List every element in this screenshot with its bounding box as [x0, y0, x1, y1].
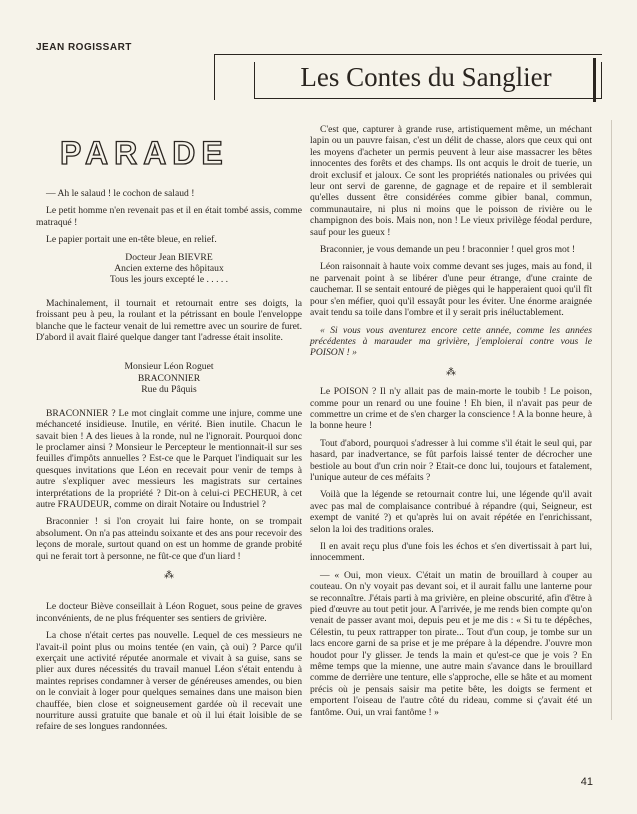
author-name: JEAN ROGISSART — [36, 42, 132, 53]
quoted-threat: « Si vous vous aventurez encore cette année, comme les années précédentes à marauder ma grivière, j'emploierai contre vous le POISON ! » — [310, 324, 592, 359]
paragraph: Braconnier, je vous demande un peu ! braconnier ! quel gros mot ! — [320, 244, 576, 256]
paragraph: Le papier portait une en-tête bleue, en relief. — [46, 234, 217, 246]
paragraph: Braconnier ! si l'on croyait lui faire honte, on se trompait absolument. On n'a pas atteindu soixante et des ans pour recevoir des leçons de morale, surtout quand on est un homme de grande probité qui ne ferait tort à personne, ne fût-ce que d'un liard ! — [36, 516, 302, 562]
paragraph: Le docteur Biève conseillait à Léon Roguet, sous peine de graves inconvénients, de ne plus fréquenter ses sentiers de grivière. — [36, 601, 302, 624]
section-break-ornament: ⁂ — [164, 569, 174, 581]
right-column — [310, 124, 592, 724]
address-line: Rue du Pâquis — [141, 384, 197, 396]
banner-rule-top — [214, 54, 602, 55]
left-column — [36, 188, 302, 739]
series-title: Les Contes du Sanglier — [300, 62, 552, 92]
address-line: BRACONNIER — [137, 372, 201, 384]
paragraph: BRACONNIER ? Le mot cinglait comme une injure, comme une méchanceté insidieuse. Inutile, en vérité. Bien inutile. Chacun le savait bien ! A des lieues à la ronde, nul ne l'ignorait. Pourquoi donc le proclamer ainsi ? Monsieur le Percepteur le mentionnait-il sur ses feuilles d'impôts annuelles ? Est-ce que le Parquet l'indiquait sur les quesques invitations que Léon en recevait pour venir de temps à autre s'expliquer avec messieurs les magistrats sur certaines interprétations de la propriété ? Dit-on à celui-ci PECHEUR, à cet autre FRAUDEUR, comme on dirait Notaire ou Industriel ? — [36, 407, 302, 510]
paragraph: Le petit homme n'en revenait pas et il en était tombé assis, comme matraqué ! — [36, 205, 302, 228]
margin-rule — [611, 120, 612, 720]
letterhead-line: Docteur Jean BIEVRE — [125, 251, 213, 263]
story-title: PARADE — [60, 135, 229, 171]
paragraph: La chose n'était certes pas nouvelle. Lequel de ces messieurs ne l'avait-il point plus ou moins tentée (en vain, çà oui) ? Parce qu'il exerçait une activité réputée anormale et vivait à sa guise, sans se plier aux dures nécessités du travail manuel Léon s'était entendu à maintes reprises condamner à verser de généreuses amendes, ou bien on le conviait à loger pour quelques semaines dans une maison bien chauffée, bien close et soigneusement gardée où il recevait une nourriture aussi gratuite que banale et où il lui était loisible de se refaire de ses longues randonnées. — [36, 630, 302, 733]
paragraph: Léon raisonnait à haute voix comme devant ses juges, mais au fond, il ne parvenait point à se libérer d'une peur étrange, d'une crainte de cauchemar. Il se sentait entouré de pièges qui le happeraient quoi qu'il fît pour s'en méfier, quoi qu'il essayât pour les éviter. Une énorme araignée avait tendu sa toile dans l'ombre et il y serait pris inéluctablement. — [310, 261, 592, 319]
paragraph: Il en avait reçu plus d'une fois les échos et s'en divertissait à part lui, innocemment. — [310, 541, 592, 564]
letterhead-line: Tous les jours excepté le . . . . . — [109, 274, 229, 286]
address-line: Monsieur Léon Roguet — [124, 361, 214, 373]
banner-rule-left — [214, 54, 215, 100]
paragraph: Voilà que la légende se retournait contre lui, une légende qu'il avait avec pas mal de complaisance contribué à répandre (qui, Seigneur, est exempt de vanité ?) et qu'après lui on avait répétée en l'enrichissant, selon la loi des traditions orales. — [310, 489, 592, 535]
paragraph: Machinalement, il tournait et retournait entre ses doigts, la froissant peu à peu, la roulant et la pétrissant en boule l'enveloppe blanche que le facteur venait de lui remettre avec un sourire de furet. D'abord il avait flairé quelque danger tant l'adresse était insolite. — [36, 297, 302, 344]
paragraph: — Ah le salaud ! le cochon de salaud ! — [46, 188, 195, 199]
paragraph: C'est que, capturer à grande ruse, artistiquement même, un méchant lapin ou un pauvre faisan, c'est un délit de chasse, alors que ceux qui ont les moyens d'acheter un permis peuvent à leur aise massacrer les bêtes innocentes des forêts et des champs. Ils ont acquis le droit de tuerie, un droit exclusif et jaloux. Ce sont les propriétés nationales ou privées qui leur ont servi de garenne, de gagnage et de repaire et il semblerait qu'elles dussent être considérées comme gibier banal, commun, communautaire, ni plus ni moins que le poisson de rivière ou le champignon des bois. Mais non, non ! Le vieux privilège féodal perdure, sauf pour les gueux ! — [310, 124, 592, 238]
paragraph: — « Oui, mon vieux. C'était un matin de brouillard à couper au couteau. On n'y voyait pas devant soi, et il aurait fallu une lanterne pour se reconnaître. J'étais parti à ma grivière, en pleine obscurité, afin d'être à pied d'œuvre au tout petit jour. A l'arrivée, je me rends bien compte qu'on venait de passer avant moi, depuis peu et je me dis : « Si tu te dépêches, Célestin, tu peux rattrapper ton pirate... Tout d'un coup, je tombe sur un lacs encore garni de sa prise et je me prépare à la dépendre. J'ouvre mon houdot pour l'y glisser. Je tends la main et qu'est-ce que je vois ? En même temps que la mienne, une autre main s'avance dans le brouillard comme de derrière une tenture, elle s'approche, elle se hâte et au moment précis où je pensais saisir ma petite bête, les doigts se ferment et emportent l'oiseau de l'autre côté du rideau, comme si ç'avait été un fantôme. Oui, un vrai fantôme ! » — [310, 569, 592, 718]
paragraph: Le POISON ? Il n'y allait pas de main-morte le toubib ! Le poison, comme pour un renard ou une fouine ! Eh bien, il n'avait pas peur de commettre un crime et de s'en charger la conscience ! A la bonne heure, à la bonne heure ! — [310, 386, 592, 432]
paragraph: Tout d'abord, pourquoi s'adresser à lui comme s'il était le seul qui, par hasard, par inadvertance, se fût parfois laissé tenter de décrocher une bestiole au bout d'un crin noir ? Etait-ce donc lui, toujours et fatalement, l'unique auteur de ces méfaits ? — [310, 437, 592, 483]
title-banner — [208, 54, 602, 100]
section-break-ornament: ⁂ — [446, 366, 456, 378]
page-number: 41 — [580, 776, 593, 788]
letterhead-line: Ancien externe des hôpitaux — [114, 263, 224, 275]
